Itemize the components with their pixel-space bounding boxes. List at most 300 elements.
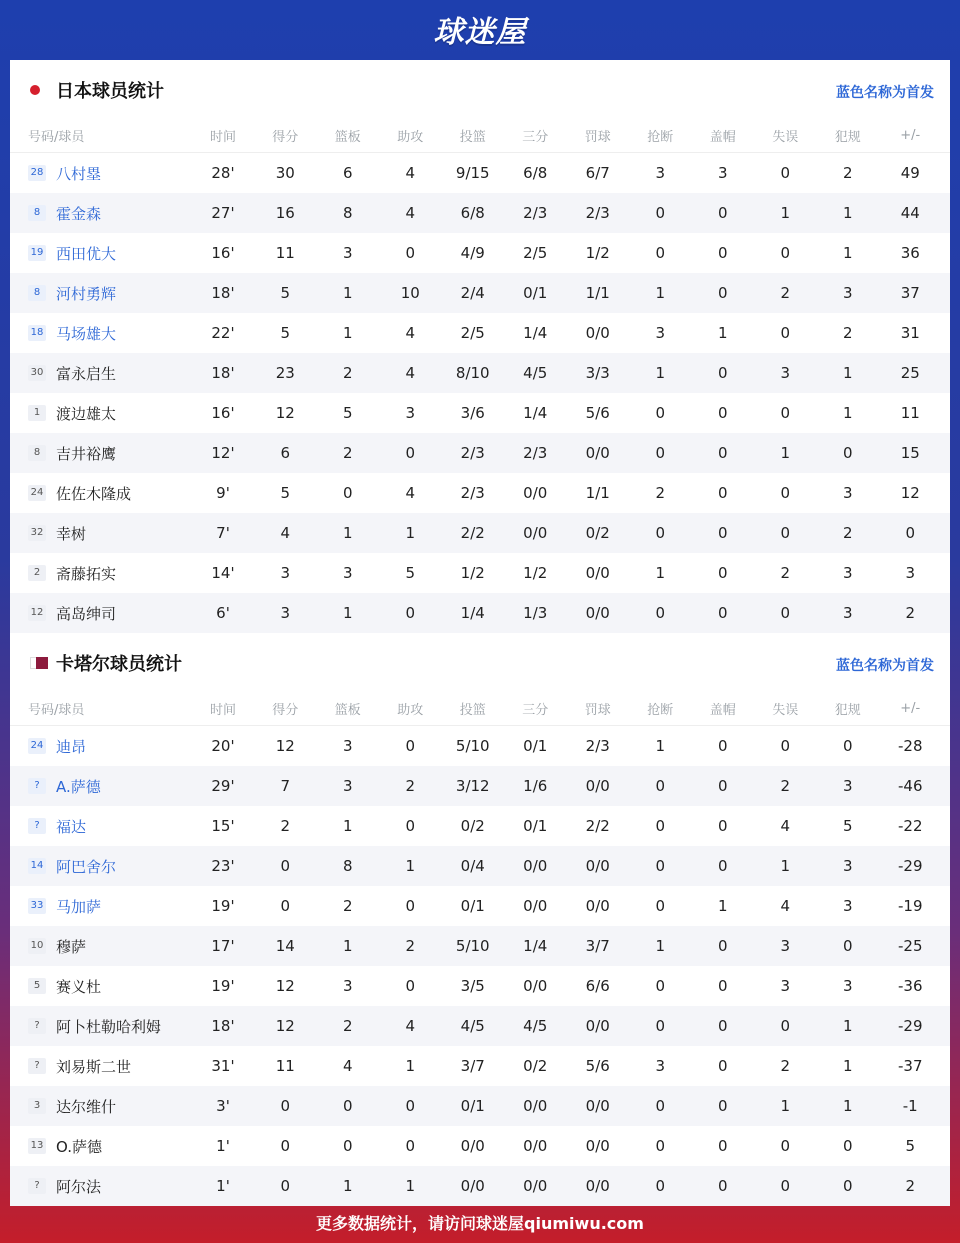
jersey-number: 18 xyxy=(28,325,46,341)
stat-cell: 0 xyxy=(655,1097,666,1115)
qatar-column-header: 号码/球员 xyxy=(28,702,85,718)
stat-cell: 0 xyxy=(655,1017,666,1035)
stat-cell: 0/0 xyxy=(585,1097,610,1115)
player-cell xyxy=(10,203,192,224)
table-row xyxy=(10,1126,950,1166)
qatar-column-header: 盖帽 xyxy=(709,702,736,718)
stat-cell: 0/0 xyxy=(585,1177,610,1195)
table-row xyxy=(10,886,950,926)
stat-cell: 0/1 xyxy=(460,1097,485,1115)
qatar-column-header: 失误 xyxy=(772,702,799,718)
stat-cell: 0/0 xyxy=(585,777,610,795)
jersey-number: ? xyxy=(28,1058,46,1074)
qatar-column-header: 投篮 xyxy=(459,702,486,718)
stat-cell: 4 xyxy=(280,524,291,542)
player-cell xyxy=(10,243,192,264)
player-cell xyxy=(10,363,192,384)
stat-cell: -29 xyxy=(898,1017,923,1035)
stat-cell: 1' xyxy=(216,1177,230,1195)
table-row xyxy=(10,313,950,353)
stat-cell: 14 xyxy=(275,937,295,955)
stat-cell: 0/0 xyxy=(523,524,548,542)
player-name: 阿尔法 xyxy=(56,1177,102,1196)
stat-cell: 2 xyxy=(342,897,353,915)
stat-cell: 3 xyxy=(842,977,853,995)
stat-cell: 2 xyxy=(405,777,416,795)
stat-cell: 27' xyxy=(211,204,235,222)
stat-cell: 3 xyxy=(280,564,291,582)
stat-cell: 0/0 xyxy=(523,857,548,875)
stat-cell: 0 xyxy=(405,1137,416,1155)
stat-cell: 15 xyxy=(900,444,920,462)
stat-cell: 3 xyxy=(905,564,916,582)
starter-legend-note: 蓝色名称为首发 xyxy=(836,85,934,101)
jersey-number: 8 xyxy=(28,285,46,301)
stat-cell: 12 xyxy=(900,484,920,502)
stat-cell: 1' xyxy=(216,1137,230,1155)
stat-cell: 2 xyxy=(655,484,666,502)
stat-cell: 0/0 xyxy=(585,564,610,582)
stat-cell: 1/6 xyxy=(523,777,548,795)
stat-cell: 2 xyxy=(780,564,791,582)
stat-cell: 16 xyxy=(275,204,295,222)
stat-cell: 0 xyxy=(842,1137,853,1155)
stat-cell: 5 xyxy=(342,404,353,422)
stat-cell: 0/0 xyxy=(523,1177,548,1195)
stat-cell: 5/6 xyxy=(585,404,610,422)
table-row xyxy=(10,273,950,313)
stat-cell: 15' xyxy=(211,817,235,835)
stat-cell: 0 xyxy=(780,244,791,262)
player-cell xyxy=(10,936,192,957)
stat-cell: 3 xyxy=(842,484,853,502)
footer-text: 更多数据统计，请访问球迷屋qiumiwu.com xyxy=(316,1214,644,1233)
stat-cell: 0 xyxy=(717,564,728,582)
qatar-column-header: 三分 xyxy=(522,702,549,718)
japan-column-header: +/- xyxy=(900,127,921,143)
stat-cell: 3 xyxy=(280,604,291,622)
jersey-number: 14 xyxy=(28,858,46,874)
starter-legend-note: 蓝色名称为首发 xyxy=(836,658,934,674)
stat-cell: 0 xyxy=(905,524,916,542)
table-row xyxy=(10,433,950,473)
stat-cell: 4/5 xyxy=(460,1017,485,1035)
stat-cell: 0/0 xyxy=(523,897,548,915)
stat-cell: 0 xyxy=(780,1017,791,1035)
stat-cell: 4/9 xyxy=(460,244,485,262)
stat-cell: 2 xyxy=(342,1017,353,1035)
stat-cell: 12 xyxy=(275,737,295,755)
stat-cell: 2/3 xyxy=(460,444,485,462)
stat-cell: 0 xyxy=(717,404,728,422)
player-cell xyxy=(10,283,192,304)
stat-cell: 0 xyxy=(655,817,666,835)
stat-cell: 3 xyxy=(717,164,728,182)
player-cell xyxy=(10,1096,192,1117)
stat-cell: 2/2 xyxy=(460,524,485,542)
stat-cell: 2 xyxy=(405,937,416,955)
stat-cell: 18' xyxy=(211,1017,235,1035)
stat-cell: 29' xyxy=(211,777,235,795)
stat-cell: 0/2 xyxy=(585,524,610,542)
stat-cell: 1 xyxy=(717,324,728,342)
stat-cell: 0 xyxy=(842,1177,853,1195)
stat-cell: 1 xyxy=(842,364,853,382)
stat-cell: 5 xyxy=(842,817,853,835)
stat-cell: 2 xyxy=(342,364,353,382)
stat-cell: 0 xyxy=(842,937,853,955)
stat-cell: 12' xyxy=(211,444,235,462)
stat-cell: 1/1 xyxy=(585,484,610,502)
player-cell xyxy=(10,483,192,504)
stat-cell: 0 xyxy=(717,1017,728,1035)
stat-cell: 3/5 xyxy=(460,977,485,995)
stat-cell: 16' xyxy=(211,244,235,262)
japan-column-header: 三分 xyxy=(522,129,549,145)
table-row xyxy=(10,766,950,806)
stat-cell: 0 xyxy=(405,897,416,915)
jersey-number: ? xyxy=(28,1018,46,1034)
table-row xyxy=(10,593,950,633)
stat-cell: 8/10 xyxy=(455,364,490,382)
stat-cell: 2 xyxy=(780,284,791,302)
jersey-number: 13 xyxy=(28,1138,46,1154)
stat-cell: 2 xyxy=(280,817,291,835)
stat-cell: 1 xyxy=(780,444,791,462)
stat-cell: 8 xyxy=(342,204,353,222)
stat-cell: 0 xyxy=(655,777,666,795)
stat-cell: 0 xyxy=(280,1137,291,1155)
player-name: 斋藤拓实 xyxy=(56,564,117,583)
stat-cell: 0 xyxy=(717,244,728,262)
stat-cell: 0 xyxy=(717,777,728,795)
jersey-number: 2 xyxy=(28,565,46,581)
stat-cell: 3 xyxy=(780,364,791,382)
stat-cell: 10 xyxy=(400,284,420,302)
player-name: 霍金森 xyxy=(56,204,102,223)
stat-cell: 1 xyxy=(655,284,666,302)
jersey-number: 19 xyxy=(28,245,46,261)
player-cell xyxy=(10,976,192,997)
stat-cell: 2 xyxy=(905,604,916,622)
player-name: 吉井裕鹰 xyxy=(56,444,117,463)
stat-cell: 1/4 xyxy=(523,324,548,342)
stat-cell: 31' xyxy=(211,1057,235,1075)
player-cell xyxy=(10,816,192,837)
stat-cell: 6/6 xyxy=(585,977,610,995)
stat-cell: 11 xyxy=(900,404,920,422)
japan-column-header: 投篮 xyxy=(459,129,486,145)
stat-cell: 0 xyxy=(655,897,666,915)
japan-column-header: 号码/球员 xyxy=(28,129,85,145)
stat-cell: 4 xyxy=(405,204,416,222)
stat-cell: 0 xyxy=(655,204,666,222)
player-cell xyxy=(10,896,192,917)
stat-cell: 4 xyxy=(780,897,791,915)
jersey-number: ? xyxy=(28,1178,46,1194)
stat-cell: 36 xyxy=(900,244,920,262)
table-row xyxy=(10,1046,950,1086)
stat-cell: 16' xyxy=(211,404,235,422)
jersey-number: 10 xyxy=(28,938,46,954)
stat-cell: 23' xyxy=(211,857,235,875)
stat-cell: 0 xyxy=(780,604,791,622)
table-row xyxy=(10,926,950,966)
table-row xyxy=(10,806,950,846)
stat-cell: 0 xyxy=(405,737,416,755)
player-name: 西田优大 xyxy=(56,244,117,263)
stat-cell: 0 xyxy=(280,1177,291,1195)
stat-cell: 0 xyxy=(780,1177,791,1195)
stat-cell: 49 xyxy=(900,164,920,182)
stat-cell: 0 xyxy=(717,1177,728,1195)
stat-cell: 6' xyxy=(216,604,230,622)
player-name: 佐佐木隆成 xyxy=(56,484,132,503)
stat-cell: 3/7 xyxy=(585,937,610,955)
stat-cell: 1 xyxy=(842,404,853,422)
stat-cell: 1 xyxy=(405,1057,416,1075)
stat-cell: 9' xyxy=(216,484,230,502)
jersey-number: 32 xyxy=(28,525,46,541)
stat-cell: 12 xyxy=(275,1017,295,1035)
player-name: 达尔维什 xyxy=(56,1097,117,1116)
stat-cell: 0/0 xyxy=(585,897,610,915)
qatar-column-header: 篮板 xyxy=(334,702,361,718)
stat-cell: 0/0 xyxy=(585,324,610,342)
stat-cell: 2/3 xyxy=(523,204,548,222)
stat-cell: 0 xyxy=(717,817,728,835)
stat-cell: 0 xyxy=(717,1097,728,1115)
jersey-number: 24 xyxy=(28,738,46,754)
stat-cell: 4 xyxy=(405,1017,416,1035)
stat-cell: 0 xyxy=(405,817,416,835)
stat-cell: 1/4 xyxy=(523,404,548,422)
stat-cell: 1 xyxy=(655,364,666,382)
stat-cell: 0 xyxy=(717,484,728,502)
table-row xyxy=(10,513,950,553)
stat-cell: -29 xyxy=(898,857,923,875)
player-name: 马场雄大 xyxy=(56,324,117,343)
qatar-table-header xyxy=(10,691,950,726)
stat-cell: 2 xyxy=(842,164,853,182)
stat-cell: 18' xyxy=(211,364,235,382)
stat-cell: 19' xyxy=(211,977,235,995)
player-cell xyxy=(10,736,192,757)
stat-cell: 0/0 xyxy=(585,1137,610,1155)
stat-cell: 25 xyxy=(900,364,920,382)
stat-cell: 1/4 xyxy=(523,937,548,955)
stat-cell: 0 xyxy=(842,737,853,755)
header-bar xyxy=(0,0,960,58)
player-name: 赛义杜 xyxy=(56,977,102,996)
stat-cell: -22 xyxy=(898,817,923,835)
stat-cell: 0/1 xyxy=(460,897,485,915)
stat-cell: 3' xyxy=(216,1097,230,1115)
qatar-section-title: 卡塔尔球员统计 xyxy=(56,654,182,675)
stat-cell: 3 xyxy=(655,324,666,342)
stat-cell: 0/4 xyxy=(460,857,485,875)
player-name: 渡边雄太 xyxy=(56,404,117,423)
jersey-number: 8 xyxy=(28,205,46,221)
stat-cell: 0/0 xyxy=(585,604,610,622)
qatar-section-header xyxy=(10,633,950,691)
stat-cell: 6 xyxy=(280,444,291,462)
stat-cell: 5 xyxy=(905,1137,916,1155)
stat-cell: 0 xyxy=(780,324,791,342)
player-cell xyxy=(10,523,192,544)
stat-cell: 1/2 xyxy=(523,564,548,582)
japan-column-header: 罚球 xyxy=(584,129,611,145)
stat-cell: 0/1 xyxy=(523,284,548,302)
stat-cell: 1 xyxy=(717,897,728,915)
stat-cell: 3 xyxy=(780,937,791,955)
stat-cell: 1 xyxy=(405,857,416,875)
stat-cell: 0/2 xyxy=(523,1057,548,1075)
stat-cell: 0 xyxy=(717,1057,728,1075)
stat-cell: 4/5 xyxy=(523,364,548,382)
stat-cell: 1 xyxy=(780,857,791,875)
table-row xyxy=(10,193,950,233)
stat-cell: 1 xyxy=(655,937,666,955)
player-cell xyxy=(10,563,192,584)
stat-cell: 44 xyxy=(900,204,920,222)
stat-cell: 31 xyxy=(900,324,920,342)
stat-cell: 4 xyxy=(405,324,416,342)
stat-cell: 0/0 xyxy=(585,1017,610,1035)
app-logo: 球迷屋 xyxy=(433,15,527,50)
stat-cell: 0 xyxy=(342,1097,353,1115)
stat-cell: 4 xyxy=(405,364,416,382)
stat-cell: 0 xyxy=(655,977,666,995)
qatar-column-header: 抢断 xyxy=(647,702,674,718)
table-row xyxy=(10,233,950,273)
player-name: 阿卜杜勒哈利姆 xyxy=(56,1017,162,1036)
stat-cell: 1 xyxy=(780,1097,791,1115)
stat-cell: 1 xyxy=(842,1057,853,1075)
stat-cell: 0/0 xyxy=(460,1137,485,1155)
stat-cell: 0 xyxy=(405,244,416,262)
stat-cell: 5/10 xyxy=(455,737,490,755)
stat-cell: 20' xyxy=(211,737,235,755)
stat-cell: 30 xyxy=(275,164,295,182)
stat-cell: 6/8 xyxy=(523,164,548,182)
stat-cell: -1 xyxy=(902,1097,918,1115)
player-name: 马加萨 xyxy=(56,897,102,916)
stat-cell: 3 xyxy=(780,977,791,995)
stat-cell: 0/0 xyxy=(523,1097,548,1115)
stat-cell: 1/2 xyxy=(585,244,610,262)
stat-cell: 0 xyxy=(717,977,728,995)
stat-cell: -19 xyxy=(898,897,923,915)
stat-cell: -28 xyxy=(898,737,923,755)
japan-column-header: 犯规 xyxy=(834,129,861,145)
stat-cell: 0 xyxy=(780,484,791,502)
stat-cell: -36 xyxy=(898,977,923,995)
table-row xyxy=(10,846,950,886)
stat-cell: 1 xyxy=(342,817,353,835)
stat-cell: 1/3 xyxy=(523,604,548,622)
stat-cell: 9/15 xyxy=(455,164,490,182)
player-name: 迪昂 xyxy=(56,737,87,756)
stat-cell: 7' xyxy=(216,524,230,542)
stat-cell: 1 xyxy=(842,244,853,262)
stat-cell: 2/3 xyxy=(585,204,610,222)
japan-column-header: 时间 xyxy=(209,129,236,145)
stat-cell: 6 xyxy=(342,164,353,182)
japan-section-title: 日本球员统计 xyxy=(56,81,164,102)
stat-cell: 5 xyxy=(280,324,291,342)
player-cell xyxy=(10,856,192,877)
stat-cell: 0 xyxy=(280,857,291,875)
jersey-number: 33 xyxy=(28,898,46,914)
stat-cell: 14' xyxy=(211,564,235,582)
stat-cell: 5 xyxy=(405,564,416,582)
stat-cell: 0 xyxy=(780,1137,791,1155)
footer-banner xyxy=(0,1202,960,1243)
player-name: 幸树 xyxy=(56,524,87,543)
stat-cell: 0 xyxy=(780,404,791,422)
stat-cell: 3 xyxy=(342,564,353,582)
stat-cell: 0 xyxy=(655,604,666,622)
table-row xyxy=(10,393,950,433)
stat-cell: 19' xyxy=(211,897,235,915)
qatar-column-header: 犯规 xyxy=(834,702,861,718)
stat-cell: 3/12 xyxy=(455,777,490,795)
stat-cell: 2/3 xyxy=(460,484,485,502)
stat-cell: 2/3 xyxy=(585,737,610,755)
stat-cell: 37 xyxy=(900,284,920,302)
stat-cell: 2/3 xyxy=(523,444,548,462)
stat-cell: 2/4 xyxy=(460,284,485,302)
stat-cell: 0 xyxy=(655,1137,666,1155)
qatar-column-header: 得分 xyxy=(272,702,299,718)
player-name: 高岛绅司 xyxy=(56,604,117,623)
stat-cell: 0 xyxy=(655,1177,666,1195)
stat-cell: 1/4 xyxy=(460,604,485,622)
player-name: 福达 xyxy=(56,817,87,836)
japan-section-header xyxy=(10,60,950,118)
stat-cell: 3 xyxy=(842,284,853,302)
stat-cell: 0 xyxy=(342,484,353,502)
stat-cell: 0/2 xyxy=(460,817,485,835)
stat-cell: 23 xyxy=(275,364,295,382)
stat-cell: 3 xyxy=(842,564,853,582)
stat-cell: 0 xyxy=(780,524,791,542)
stat-cell: 0 xyxy=(717,204,728,222)
stat-cell: 11 xyxy=(275,244,295,262)
stat-cell: 2 xyxy=(780,1057,791,1075)
stat-cell: 0 xyxy=(717,937,728,955)
stat-cell: 0 xyxy=(780,737,791,755)
stat-cell: 4 xyxy=(405,484,416,502)
qatar-column-header: +/- xyxy=(900,700,921,716)
stat-cell: 0/1 xyxy=(523,737,548,755)
stat-cell: 3 xyxy=(342,977,353,995)
stat-cell: 0 xyxy=(717,737,728,755)
stat-cell: 6/8 xyxy=(460,204,485,222)
player-name: 穆萨 xyxy=(56,937,87,956)
qatar-flag-icon xyxy=(30,657,48,669)
stat-cell: 17' xyxy=(211,937,235,955)
table-row xyxy=(10,553,950,593)
stat-cell: 1 xyxy=(842,1017,853,1035)
stat-cell: 0/0 xyxy=(523,977,548,995)
table-row xyxy=(10,1086,950,1126)
stat-cell: 2 xyxy=(780,777,791,795)
stat-cell: 0 xyxy=(717,604,728,622)
stat-cell: 1 xyxy=(842,1097,853,1115)
stat-cell: 18' xyxy=(211,284,235,302)
